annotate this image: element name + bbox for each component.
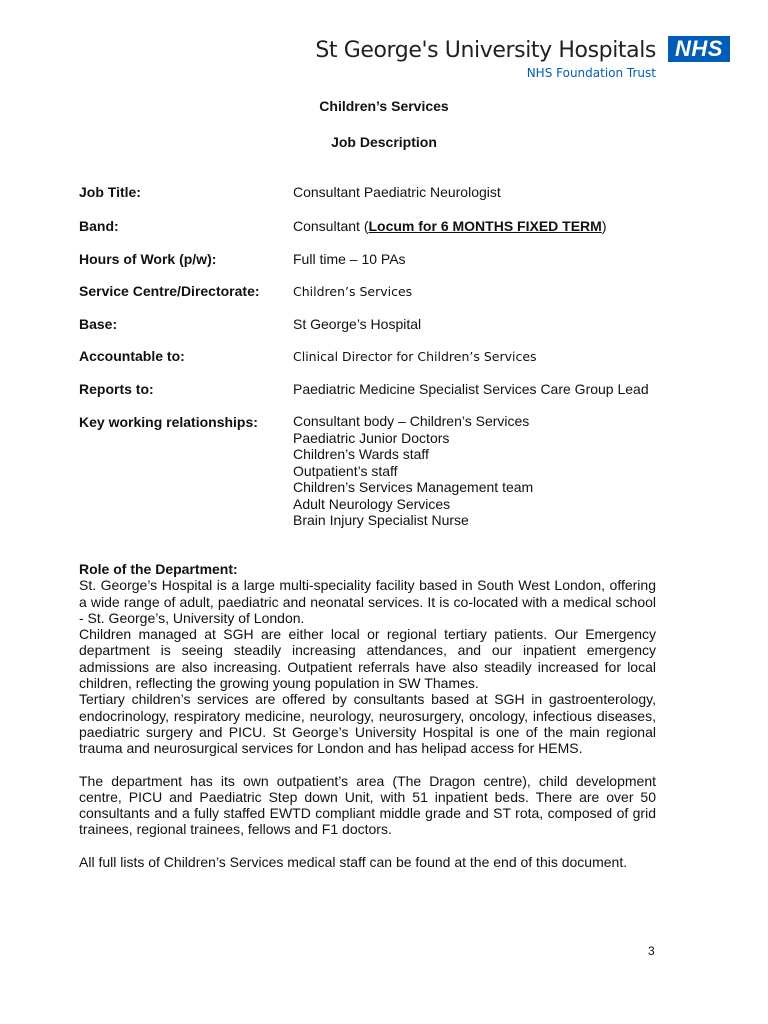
service-centre-label: Service Centre/Directorate: bbox=[79, 283, 260, 299]
list-item: Adult Neurology Services bbox=[293, 495, 451, 512]
list-item: Children’s Wards staff bbox=[293, 446, 429, 462]
nhs-logo: NHS bbox=[668, 36, 730, 62]
role-paragraph-3: Tertiary children’s services are offered by consultants based at SGH in gastroenterology, endocrinology, respiratory medicine, neurology, neurosurgery, oncology, infectious diseases, paediatric surgery and PICU. St George’s University Hospital is one of the main regional trauma and neurosurgical services for London and has helipad access for HEMS. bbox=[79, 691, 656, 757]
list-item: Outpatient’s staff bbox=[293, 462, 398, 479]
hours-label: Hours of Work (p/w): bbox=[79, 251, 217, 267]
role-paragraph-1: St. George’s Hospital is a large multi-speciality facility based in South West London, offering a wide range of adult, paediatric and neonatal services. It is co-located with a medical school - St. George’s, University of London. bbox=[79, 577, 656, 626]
service-centre-value: Children’s Services bbox=[293, 284, 413, 299]
org-name: St George's University Hospitals bbox=[315, 38, 656, 63]
document-type-heading: Job Description bbox=[331, 134, 437, 150]
relationships-list bbox=[293, 413, 533, 529]
list-item: Children’s Services Management team bbox=[293, 479, 534, 495]
header-logo bbox=[315, 36, 723, 80]
role-paragraph-4: The department has its own outpatient’s area (The Dragon centre), child development centre, PICU and Paediatric Step down Unit, with 51 inpatient beds. There are over 50 consultants and a fully staffed EWTD compliant middle grade and ST rota, composed of grid trainees, regional trainees, fellows and F1 doctors. bbox=[79, 772, 656, 838]
base-label: Base: bbox=[79, 316, 118, 332]
role-paragraph-5: All full lists of Children’s Services medical staff can be found at the end of this document. bbox=[79, 853, 628, 870]
relationships-label: Key working relationships: bbox=[79, 414, 258, 430]
list-item: Brain Injury Specialist Nurse bbox=[293, 512, 469, 528]
band-value bbox=[293, 218, 607, 234]
band-value-prefix: Consultant ( bbox=[293, 218, 369, 234]
job-title-value: Consultant Paediatric Neurologist bbox=[293, 184, 501, 200]
reports-value: Paediatric Medicine Specialist Services Care Group Lead bbox=[293, 381, 649, 397]
band-value-emphasis: Locum for 6 MONTHS FIXED TERM bbox=[368, 218, 602, 234]
base-value: St George’s Hospital bbox=[293, 316, 422, 332]
page-number: 3 bbox=[648, 944, 655, 958]
hours-value: Full time – 10 PAs bbox=[293, 251, 406, 267]
trust-name: NHS Foundation Trust bbox=[526, 66, 656, 80]
department-heading: Children’s Services bbox=[319, 98, 449, 114]
band-value-suffix: ) bbox=[601, 218, 607, 234]
role-section bbox=[79, 561, 656, 870]
accountable-value: Clinical Director for Children’s Services bbox=[293, 349, 537, 364]
list-item: Consultant body – Children’s Services bbox=[293, 413, 530, 429]
list-item: Paediatric Junior Doctors bbox=[293, 429, 450, 446]
accountable-label: Accountable to: bbox=[79, 348, 185, 364]
job-title-label: Job Title: bbox=[79, 184, 141, 200]
role-title: Role of the Department: bbox=[79, 561, 238, 577]
role-paragraph-2: Children managed at SGH are either local or regional tertiary patients. Our Emergency department is seeing steadily increasing attendances, and our inpatient emergency admissions are also increasing. Outpatient referrals have also steadily increased for local children, reflecting the growing young population in SW Thames. bbox=[79, 626, 656, 692]
reports-label: Reports to: bbox=[79, 381, 154, 397]
band-label: Band: bbox=[79, 218, 119, 234]
